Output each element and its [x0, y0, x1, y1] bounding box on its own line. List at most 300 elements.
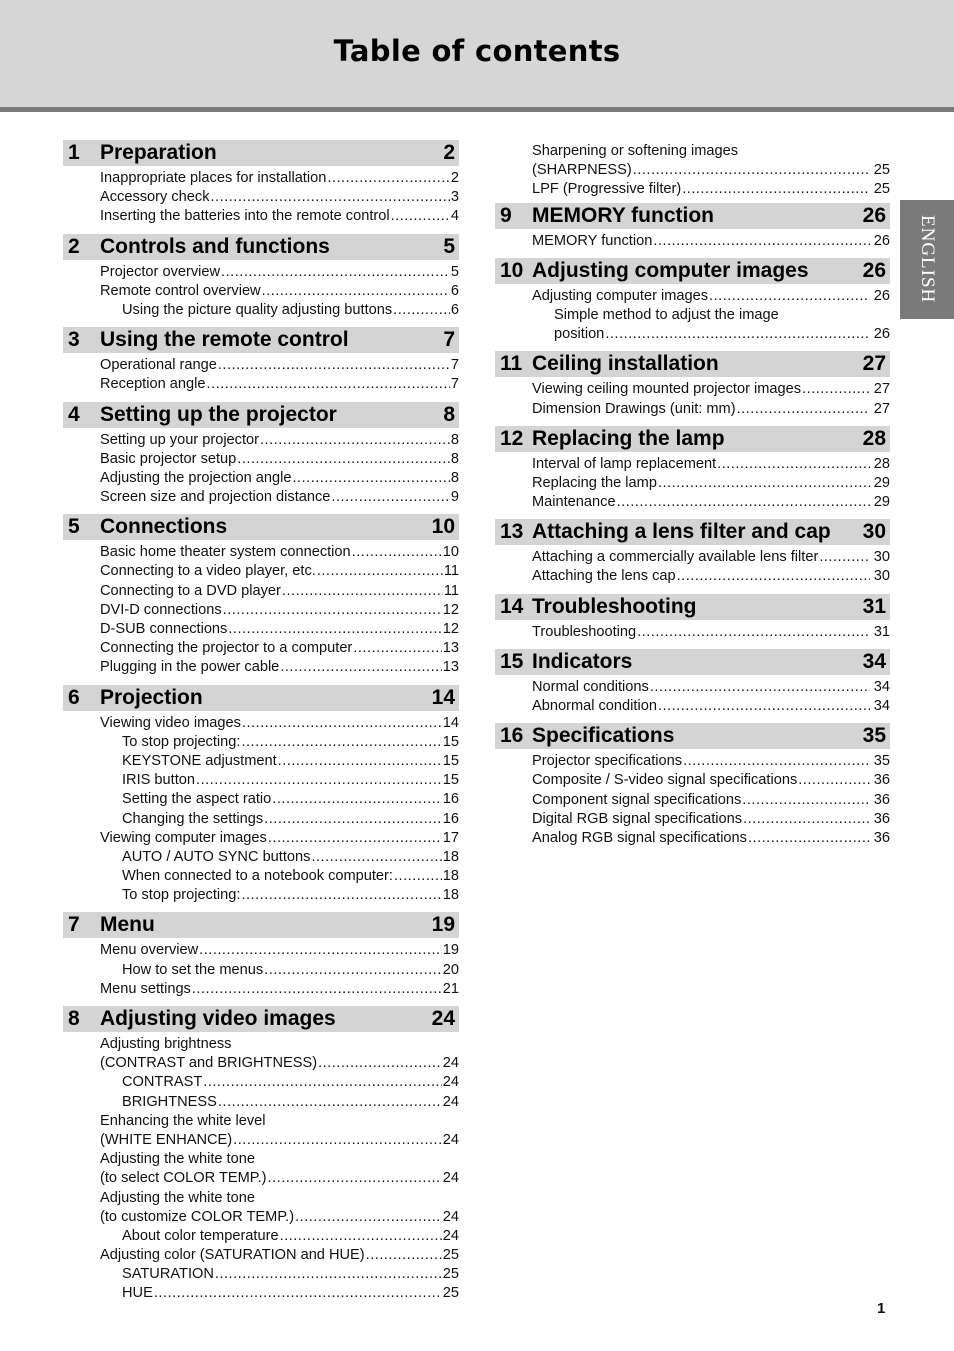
toc-entry[interactable] [63, 1150, 459, 1169]
toc-entry-text: Viewing computer images [100, 829, 267, 846]
toc-entry[interactable] [495, 287, 890, 306]
dot-leader [391, 207, 450, 226]
toc-entry[interactable] [63, 961, 459, 980]
toc-section [63, 912, 459, 1006]
toc-entry[interactable] [63, 980, 459, 999]
toc-entry-text: Reception angle [100, 376, 206, 393]
toc-entry[interactable] [63, 620, 459, 639]
toc-entry[interactable] [63, 1131, 459, 1150]
section-page: 26 [862, 258, 886, 282]
toc-entry-page: 19 [442, 942, 459, 959]
toc-entry-text: Abnormal condition [532, 698, 657, 714]
toc-entry-text: position [554, 326, 605, 343]
dot-leader [196, 771, 442, 790]
section-heading[interactable] [495, 258, 890, 284]
section-title: Specifications [532, 724, 675, 748]
dot-leader [241, 886, 441, 905]
section-title: Ceiling installation [532, 352, 719, 376]
section-page: 2 [443, 141, 455, 164]
section-heading[interactable] [63, 912, 459, 938]
toc-entry-text: Projector overview [100, 263, 221, 280]
section-title: Using the remote control [100, 328, 349, 352]
toc-entry[interactable] [63, 1073, 459, 1092]
dot-leader [605, 325, 869, 344]
toc-entry[interactable] [495, 325, 890, 344]
section-number: 10 [500, 258, 524, 282]
toc-entry[interactable] [63, 714, 459, 733]
toc-entry[interactable] [495, 548, 890, 567]
section-entries [495, 452, 890, 520]
toc-entry-page: 10 [442, 544, 459, 561]
toc-entry-text: Digital RGB signal specifications [532, 810, 743, 827]
toc-entry-text: Inappropriate places for installation [100, 170, 327, 186]
section-heading[interactable] [495, 594, 890, 620]
toc-entry-page: 11 [443, 563, 459, 580]
dot-leader [331, 488, 449, 507]
dot-leader [311, 848, 441, 867]
toc-entry-text: Viewing video images [100, 714, 241, 731]
toc-section [495, 258, 890, 352]
toc-entry-page: 28 [873, 455, 890, 472]
toc-entry-page: 30 [873, 568, 890, 585]
section-heading[interactable] [495, 351, 890, 377]
toc-entry-text: Troubleshooting [532, 623, 637, 640]
dot-leader [268, 1169, 442, 1188]
section-number: 7 [68, 913, 80, 937]
language-tab [900, 200, 954, 319]
section-heading[interactable] [495, 203, 890, 229]
toc-entry-text: D-SUB connections [100, 621, 228, 637]
toc-entry-page: 24 [442, 1055, 459, 1072]
toc-entry-text: Attaching a commercially available lens filter [532, 549, 819, 566]
toc-entry-text: Enhancing the white level [100, 1112, 266, 1129]
toc-entry[interactable] [63, 282, 459, 301]
toc-entry[interactable] [63, 356, 459, 375]
dot-leader [295, 1208, 442, 1227]
section-number: 2 [68, 234, 80, 258]
toc-entry-text: Dimension Drawings (unit: mm) [532, 400, 736, 417]
toc-entry-text: Setting up your projector [100, 431, 259, 448]
dot-leader [658, 474, 870, 493]
section-page: 10 [431, 515, 455, 539]
dot-leader [221, 263, 450, 282]
toc-entry[interactable] [495, 771, 890, 790]
dot-leader [683, 752, 870, 771]
section-page: 24 [431, 1007, 455, 1030]
dot-leader [353, 639, 441, 658]
toc-entry[interactable] [63, 1265, 459, 1284]
section-heading[interactable] [495, 723, 890, 749]
toc-entry-text: (WHITE ENHANCE) [100, 1131, 233, 1148]
toc-section [63, 514, 459, 684]
toc-entry-text: AUTO / AUTO SYNC buttons [122, 848, 311, 865]
toc-entry[interactable] [63, 733, 459, 752]
toc-entry-text: To stop projecting: [122, 733, 241, 750]
toc-entry-text: How to set the menus [122, 961, 264, 978]
toc-entry-page: 21 [442, 980, 459, 997]
toc-entry-page: 8 [450, 469, 459, 486]
toc-entry-text: Viewing ceiling mounted projector images [532, 381, 802, 398]
toc-entry-text: BRIGHTNESS [122, 1093, 217, 1110]
toc-section [495, 723, 890, 855]
dot-leader [203, 1073, 442, 1092]
toc-entry[interactable] [495, 161, 890, 180]
toc-section [495, 426, 890, 520]
toc-entry-text: To stop projecting: [122, 887, 241, 904]
toc-entry[interactable] [63, 941, 459, 960]
toc-entry-text: CONTRAST [122, 1074, 203, 1091]
toc-entry-page: 36 [873, 772, 890, 789]
toc-entry[interactable] [63, 169, 459, 188]
toc-entry-text: Connecting to a DVD player [100, 582, 281, 599]
toc-entry-page: 12 [442, 601, 459, 618]
dot-leader [352, 543, 442, 562]
toc-entry-text: Analog RGB signal specifications [532, 829, 747, 846]
toc-entry[interactable] [63, 1227, 459, 1246]
toc-entry[interactable] [63, 469, 459, 488]
section-page: 8 [443, 402, 455, 426]
toc-entry[interactable] [63, 810, 459, 829]
dot-leader [650, 678, 870, 697]
toc-entry-text: (CONTRAST and BRIGHTNESS) [100, 1055, 318, 1072]
section-page: 27 [862, 352, 886, 376]
toc-entry-page: 24 [442, 1170, 459, 1187]
toc-entry[interactable] [495, 400, 890, 419]
dot-leader [280, 1227, 442, 1246]
toc-entry-text: Component signal specifications [532, 791, 742, 808]
section-entries [495, 545, 890, 593]
section-entries [495, 377, 890, 425]
section-heading[interactable] [63, 140, 459, 166]
toc-entry[interactable] [63, 263, 459, 282]
section-number: 12 [500, 426, 524, 450]
toc-entry[interactable] [63, 771, 459, 790]
dot-leader [206, 375, 449, 394]
toc-entry-text: KEYSTONE adjustment [122, 752, 277, 769]
dot-leader [737, 400, 870, 419]
section-title: Projection [100, 685, 203, 709]
section-page: 31 [862, 594, 886, 618]
toc-entry-text: SATURATION [122, 1266, 214, 1283]
toc-entry[interactable] [495, 791, 890, 810]
toc-entry-text: IRIS button [122, 772, 196, 789]
toc-entry[interactable] [495, 829, 890, 848]
toc-entry[interactable] [495, 810, 890, 829]
toc-entry[interactable] [495, 180, 890, 199]
toc-entry-page: 35 [873, 753, 890, 770]
toc-entry[interactable] [63, 375, 459, 394]
section-entries [63, 938, 459, 1006]
section-page: 14 [431, 685, 455, 709]
section-heading[interactable] [495, 426, 890, 452]
toc-entry-text: Setting the aspect ratio [122, 791, 272, 808]
toc-entry-page: 8 [450, 431, 459, 448]
section-entries [495, 229, 890, 258]
toc-entry[interactable] [495, 678, 890, 697]
dot-leader [394, 867, 442, 886]
toc-entry-text: Using the picture quality adjusting buttons [122, 301, 393, 318]
section-page: 28 [862, 426, 886, 450]
section-number: 16 [500, 724, 524, 748]
toc-entry-page: 6 [450, 301, 459, 318]
toc-entry[interactable] [63, 886, 459, 905]
toc-entry[interactable] [495, 493, 890, 512]
toc-entry[interactable] [63, 829, 459, 848]
toc-entry-page: 25 [873, 181, 890, 198]
section-entries [495, 620, 890, 649]
section-page: 30 [862, 520, 886, 544]
dot-leader [262, 282, 450, 301]
toc-entry[interactable] [63, 562, 459, 581]
toc-entry-page: 18 [442, 887, 459, 904]
section-title: Troubleshooting [532, 594, 697, 618]
dot-leader [327, 169, 450, 188]
section-title: Replacing the lamp [532, 426, 725, 450]
toc-entry[interactable] [495, 306, 890, 325]
toc-entry[interactable] [63, 543, 459, 562]
toc-section [495, 519, 890, 593]
section-number: 8 [68, 1007, 80, 1030]
dot-leader [318, 1054, 442, 1073]
section-heading[interactable] [63, 685, 459, 711]
toc-entry-page: 24 [442, 1074, 459, 1091]
toc-entry[interactable] [495, 455, 890, 474]
toc-entry[interactable] [495, 232, 890, 251]
toc-entry[interactable] [63, 658, 459, 677]
toc-entry-text: Interval of lamp replacement [532, 455, 717, 472]
toc-entry[interactable] [63, 1169, 459, 1188]
toc-entry-text: Remote control overview [100, 282, 261, 299]
page-title: Table of contents [333, 34, 621, 68]
toc-entry[interactable] [63, 188, 459, 207]
toc-entry-text: Inserting the batteries into the remote control [100, 208, 390, 225]
dot-leader [748, 829, 870, 848]
section-title: Controls and functions [100, 234, 330, 258]
toc-entry-text: Replacing the lamp [532, 474, 657, 491]
section-page: 19 [431, 913, 455, 937]
toc-entry[interactable] [63, 752, 459, 771]
toc-entry[interactable] [63, 450, 459, 469]
section-entries [63, 428, 459, 515]
dot-leader [228, 620, 441, 639]
toc-entry-page: 13 [442, 659, 459, 676]
toc-entry-page: 30 [873, 549, 890, 566]
section-heading[interactable] [63, 1006, 459, 1032]
section-entries [63, 540, 459, 684]
section-heading[interactable] [63, 402, 459, 428]
toc-entry-page: 36 [873, 829, 890, 846]
dot-leader [260, 431, 450, 450]
toc-entry-page: 5 [450, 263, 459, 280]
toc-entry-page: 26 [873, 232, 890, 249]
section-heading[interactable] [495, 649, 890, 675]
section-title: Menu [100, 913, 155, 937]
section-heading[interactable] [495, 519, 890, 545]
section-title: Attaching a lens filter and cap [532, 520, 831, 544]
dot-leader [743, 810, 870, 829]
toc-entry[interactable] [63, 867, 459, 886]
toc-section [63, 140, 459, 234]
toc-entry-text: Menu overview [100, 942, 199, 959]
toc-entry-text: (to select COLOR TEMP.) [100, 1170, 267, 1187]
toc-entry-page: 7 [450, 376, 459, 393]
toc-left-column [63, 140, 459, 1311]
toc-entry-page: 3 [450, 189, 459, 206]
toc-entry[interactable] [495, 623, 890, 642]
section-number: 14 [500, 594, 524, 618]
toc-entry-page: 18 [442, 868, 459, 885]
toc-entry-text: (SHARPNESS) [532, 162, 632, 179]
section-number: 1 [68, 141, 80, 164]
toc-entry[interactable] [63, 601, 459, 620]
toc-entry-page: 36 [873, 810, 890, 827]
dot-leader [393, 301, 450, 320]
toc-section [495, 649, 890, 723]
toc-entry-text: Normal conditions [532, 678, 649, 695]
toc-entry[interactable] [495, 697, 890, 716]
toc-entry-text: LPF (Progressive filter) [532, 181, 682, 198]
toc-entry-page: 25 [442, 1247, 459, 1264]
toc-entry[interactable] [63, 1093, 459, 1112]
toc-entry-text: Connecting to a video player, etc. [100, 563, 316, 580]
dot-leader [653, 232, 869, 251]
toc-entry[interactable] [63, 431, 459, 450]
toc-entry-text: Adjusting color (SATURATION and HUE) [100, 1247, 365, 1264]
toc-entry-text: Changing the settings [122, 810, 264, 827]
section-entries [63, 260, 459, 328]
toc-entry-text: Basic projector setup [100, 450, 237, 467]
section-heading[interactable] [63, 234, 459, 260]
toc-entry-page: 24 [442, 1131, 459, 1148]
toc-entry-page: 13 [442, 640, 459, 657]
dot-leader [633, 161, 870, 180]
toc-entry-text: Adjusting brightness [100, 1036, 232, 1052]
toc-entry-page: 2 [450, 170, 459, 186]
dot-leader [709, 287, 870, 306]
toc-entry[interactable] [63, 639, 459, 658]
toc-entry-page: 4 [450, 208, 459, 225]
toc-entry-text: When connected to a notebook computer: [122, 868, 393, 885]
toc-entry-text: Adjusting the white tone [100, 1189, 255, 1206]
toc-entry-page: 18 [442, 848, 459, 865]
toc-entry[interactable] [495, 474, 890, 493]
toc-entry-page: 16 [442, 810, 459, 827]
toc-section [495, 594, 890, 649]
dot-leader [682, 180, 870, 199]
dot-leader [317, 562, 443, 581]
toc-entry-page: 15 [442, 733, 459, 750]
toc-entry-text: HUE [122, 1285, 153, 1302]
toc-entry-page: 17 [442, 829, 459, 846]
toc-entry[interactable] [63, 1246, 459, 1265]
toc-entry-page: 27 [873, 400, 890, 417]
section-page: 7 [443, 328, 455, 352]
dot-leader [264, 961, 442, 980]
toc-entry-page: 15 [442, 752, 459, 769]
dot-leader [272, 790, 441, 809]
section-number: 3 [68, 328, 80, 352]
section-entries [495, 675, 890, 723]
section-number: 9 [500, 203, 512, 227]
toc-entry[interactable] [63, 790, 459, 809]
section-heading[interactable] [63, 327, 459, 353]
section-number: 4 [68, 402, 80, 426]
toc-entry[interactable] [63, 1112, 459, 1131]
dot-leader [798, 771, 870, 790]
toc-entry[interactable] [63, 1054, 459, 1073]
toc-right-column [495, 142, 890, 855]
toc-entry[interactable] [63, 848, 459, 867]
toc-entry-page: 24 [442, 1093, 459, 1110]
toc-entry-text: Connecting the projector to a computer [100, 640, 353, 657]
toc-entry-page: 16 [442, 791, 459, 808]
toc-entry[interactable] [495, 380, 890, 399]
dot-leader [154, 1284, 442, 1303]
toc-entry-page: 26 [873, 287, 890, 304]
toc-entry-text: Screen size and projection distance [100, 489, 331, 506]
section-title: Setting up the projector [100, 402, 337, 426]
section-number: 6 [68, 685, 80, 709]
dot-leader [677, 567, 870, 586]
toc-entry-text: MEMORY function [532, 232, 653, 249]
toc-entry[interactable] [63, 488, 459, 507]
section-number: 11 [500, 352, 523, 376]
toc-entry[interactable] [63, 582, 459, 601]
toc-entry[interactable] [63, 1284, 459, 1303]
dot-leader [241, 733, 441, 752]
toc-entry-page: 15 [442, 772, 459, 789]
toc-entry-page: 34 [873, 698, 890, 714]
toc-entry[interactable] [63, 301, 459, 320]
toc-entry[interactable] [63, 1208, 459, 1227]
section-entries [495, 284, 890, 352]
dot-leader [717, 455, 870, 474]
language-tab-label: ENGLISH [917, 215, 938, 304]
dot-leader [237, 450, 450, 469]
toc-entry-text: Accessory check [100, 189, 210, 206]
section-title: Adjusting video images [100, 1007, 336, 1030]
toc-entry-page: 12 [442, 621, 459, 637]
toc-entry-text: DVI-D connections [100, 601, 222, 618]
toc-entry-page: 25 [873, 162, 890, 179]
toc-entry[interactable] [495, 752, 890, 771]
toc-entry[interactable] [63, 1189, 459, 1208]
dot-leader [242, 714, 442, 733]
dot-leader [617, 493, 870, 512]
dot-leader [292, 469, 449, 488]
toc-entry-page: 9 [450, 489, 459, 506]
toc-entry-page: 29 [873, 494, 890, 511]
section-heading[interactable] [63, 514, 459, 540]
toc-entry-page: 26 [873, 326, 890, 343]
section-entries [63, 353, 459, 401]
toc-entry-text: Adjusting computer images [532, 287, 709, 304]
dot-leader [199, 941, 442, 960]
dot-leader [742, 791, 869, 810]
toc-entry-page: 24 [442, 1227, 459, 1244]
toc-entry[interactable] [63, 1035, 459, 1054]
dot-leader [192, 980, 442, 999]
toc-entry[interactable] [495, 567, 890, 586]
toc-entry-page: 11 [443, 582, 459, 599]
dot-leader [233, 1131, 442, 1150]
toc-section [495, 351, 890, 425]
toc-section [495, 203, 890, 258]
section-page: 34 [862, 649, 886, 673]
toc-entry[interactable] [63, 207, 459, 226]
toc-section [63, 1006, 459, 1311]
toc-entry[interactable] [495, 142, 890, 161]
